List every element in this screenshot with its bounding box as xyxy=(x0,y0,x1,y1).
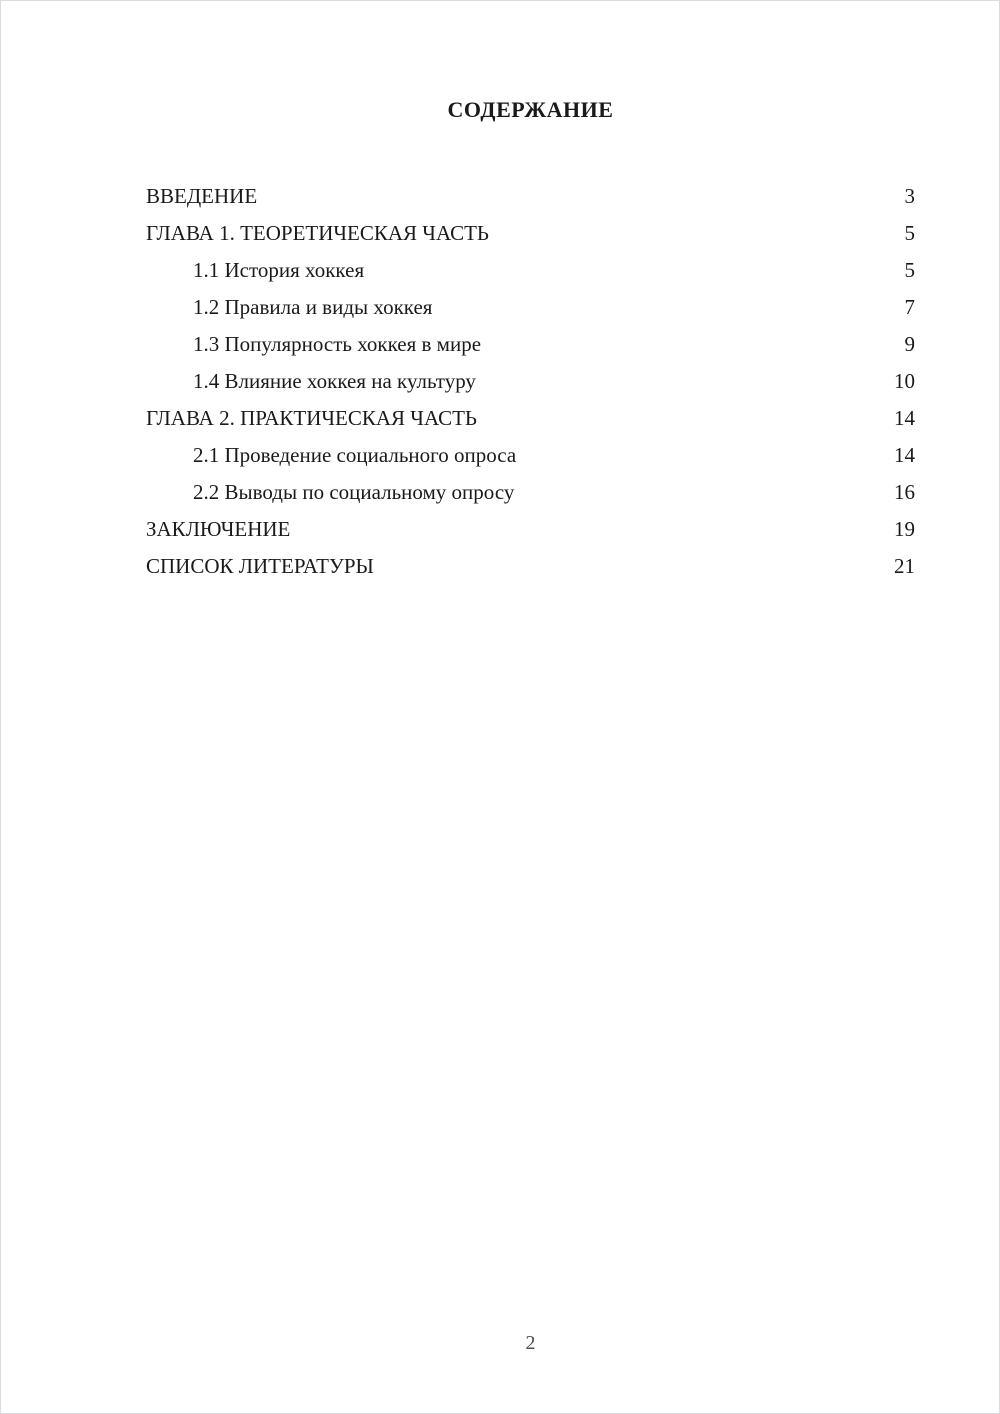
document-page xyxy=(1,1,999,1413)
toc-entry xyxy=(146,474,915,511)
toc-entry xyxy=(146,511,915,548)
toc-entry-label: 1.2 Правила и виды хоккея xyxy=(193,295,433,319)
page-number: 2 xyxy=(525,1332,536,1354)
toc-entry-label: ГЛАВА 2. ПРАКТИЧЕСКАЯ ЧАСТЬ xyxy=(146,406,477,430)
toc-entry xyxy=(146,178,915,215)
toc-entry-page: 5 xyxy=(904,258,915,282)
toc-entry-page: 3 xyxy=(904,184,915,208)
toc-entry-page: 9 xyxy=(904,332,915,356)
page-content xyxy=(146,1,915,585)
page-title: СОДЕРЖАНИЕ xyxy=(447,97,614,122)
toc-entry-label: ГЛАВА 1. ТЕОРЕТИЧЕСКАЯ ЧАСТЬ xyxy=(146,221,489,245)
toc-entry-label: СПИСОК ЛИТЕРАТУРЫ xyxy=(146,554,374,578)
toc-entry-page: 7 xyxy=(904,295,915,319)
toc-entry-page: 5 xyxy=(904,221,915,245)
toc-entry xyxy=(146,548,915,585)
toc-entry-label: 2.2 Выводы по социальному опросу xyxy=(193,480,515,504)
toc-entry-page: 16 xyxy=(894,480,915,504)
toc-entry-label: 1.1 История хоккея xyxy=(193,258,365,282)
toc-entry-label: 1.4 Влияние хоккея на культуру xyxy=(193,369,476,393)
toc-entry-page: 19 xyxy=(894,517,915,541)
toc-entry-page: 14 xyxy=(894,443,915,467)
toc-entry-label: ВВЕДЕНИЕ xyxy=(146,184,258,208)
toc-entry-label: 2.1 Проведение социального опроса xyxy=(193,443,517,467)
toc-entry xyxy=(146,252,915,289)
toc-entry xyxy=(146,289,915,326)
toc-entry xyxy=(146,437,915,474)
toc-entry-label: ЗАКЛЮЧЕНИЕ xyxy=(146,517,291,541)
toc-entry xyxy=(146,215,915,252)
toc-entry xyxy=(146,326,915,363)
toc-entry-page: 21 xyxy=(894,554,915,578)
toc-entry-page: 10 xyxy=(894,369,915,393)
toc-entry-label: 1.3 Популярность хоккея в мире xyxy=(193,332,482,356)
toc-list xyxy=(146,178,915,585)
toc-entry xyxy=(146,363,915,400)
toc-entry xyxy=(146,400,915,437)
toc-entry-page: 14 xyxy=(894,406,915,430)
